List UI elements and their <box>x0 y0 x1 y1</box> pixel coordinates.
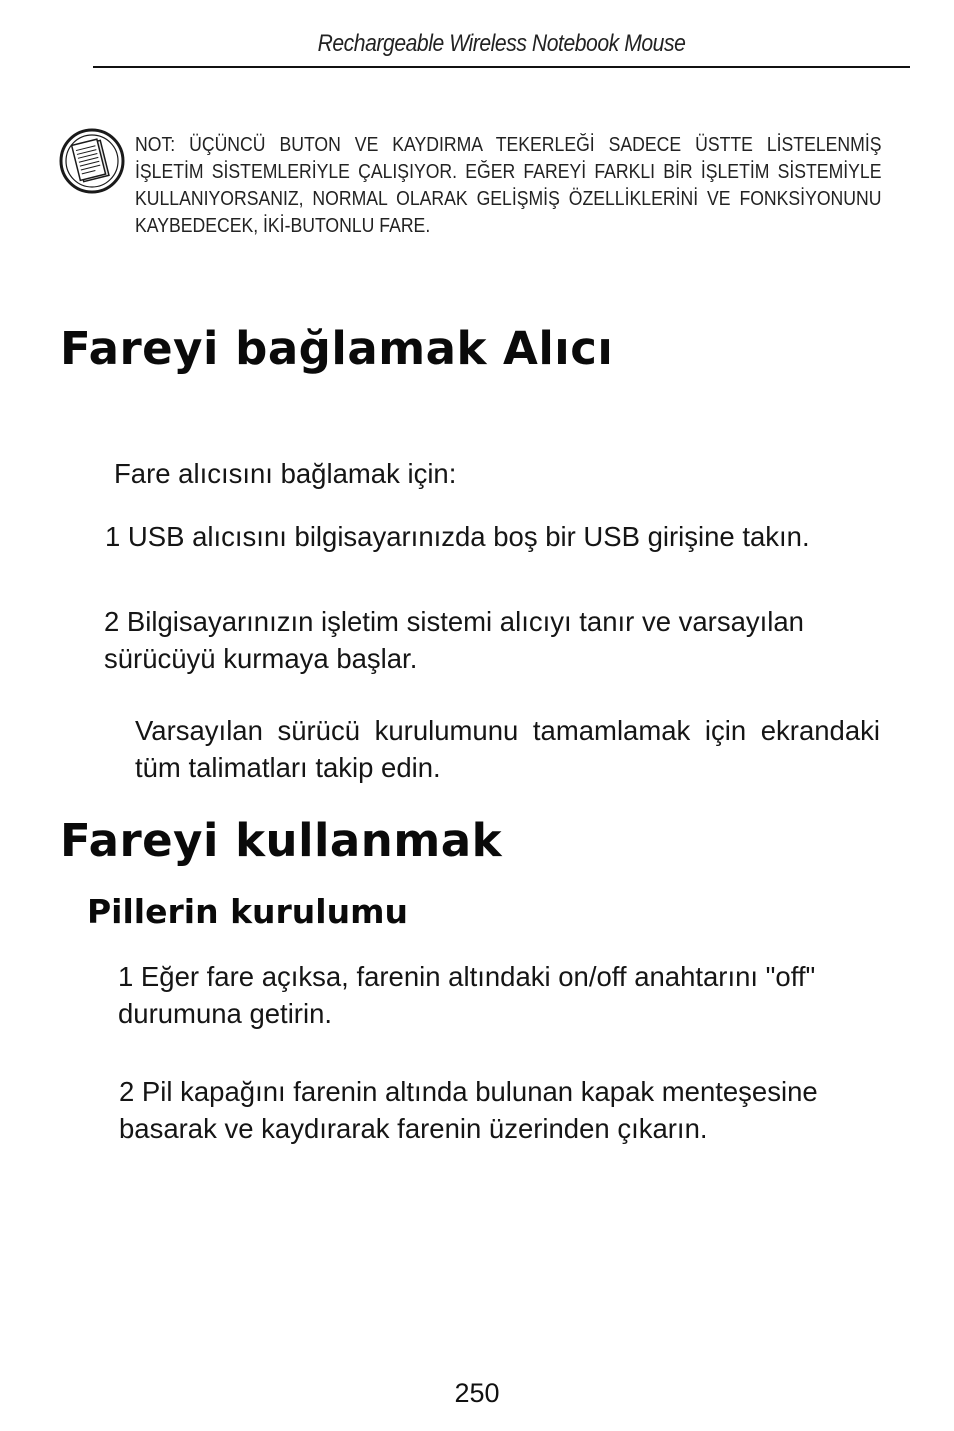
step-text: 2 Bilgisayarınızın işletim sistemi alıcıyı tanır ve varsayılan sürücüyü kurmaya başlar. <box>104 606 804 674</box>
step-text: 1 USB alıcısını bilgisayarınızda boş bir USB girişine takın. <box>105 521 810 552</box>
indented-instruction: Varsayılan sürücü kurulumunu tamamlamak için ekrandaki tüm talimatları takip edin. <box>135 715 880 783</box>
step-text: 1 Eğer fare açıksa, farenin altındaki on/off anahtarını "off" durumuna getirin. <box>118 961 816 1029</box>
section-heading-using-mouse: Fareyi kullanmak <box>60 814 503 867</box>
note-body: NOT: ÜÇÜNCÜ BUTON VE KAYDIRMA TEKERLEĞİ SADECE ÜSTTE LİSTELENMİŞ İŞLETİM SİSTEMLERİYLE ÇALIŞIYOR. EĞER FAREYİ FARKLI BİR İŞLETİM SİSTEMİYLE KULLANIYORSANIZ, NORMAL OLARAK GELİŞMİŞ ÖZELLİKLERİNİ VE FONKSİYONUNU KAYBEDECEK, İKİ-BUTONLU FARE. <box>135 133 882 237</box>
page-number: 250 <box>454 1378 500 1408</box>
subheading-battery-install: Pillerin kurulumu <box>87 892 408 931</box>
step-text: 2 Pil kapağını farenin altında bulunan kapak menteşesine basarak ve kaydırarak farenin üzerinden çıkarın. <box>119 1076 818 1144</box>
note-text <box>135 131 881 239</box>
notepad-icon <box>59 128 125 194</box>
header-rule <box>93 66 910 68</box>
section-heading-connect-receiver: Fareyi bağlamak Alıcı <box>60 322 614 375</box>
running-header: Rechargeable Wireless Notebook Mouse <box>317 30 686 57</box>
intro-text: Fare alıcısını bağlamak için: <box>114 458 457 489</box>
